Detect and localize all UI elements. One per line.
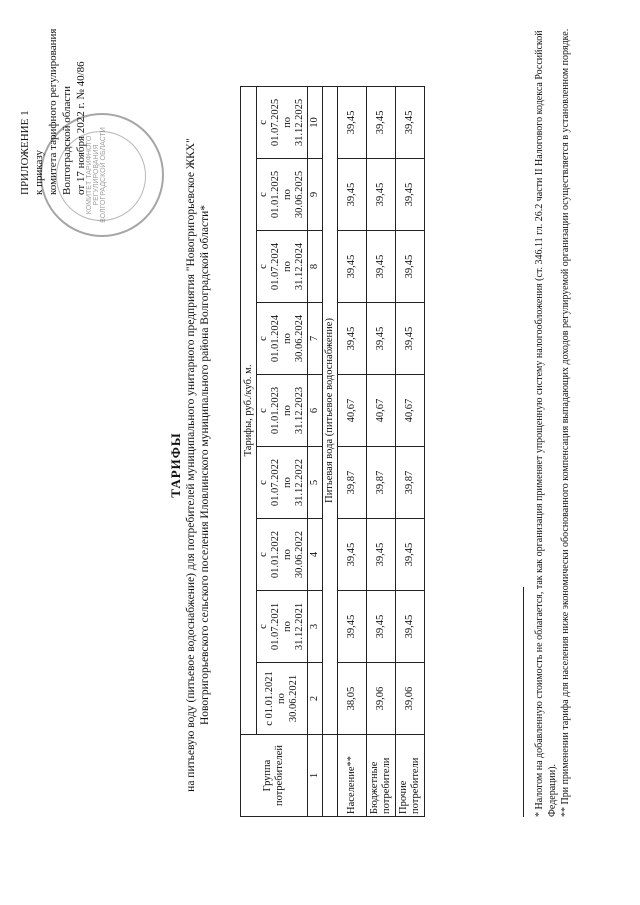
tariffs-header: Тарифы, руб./куб. м.	[241, 86, 257, 734]
period-header-line: с	[258, 552, 269, 557]
appendix-block	[18, 25, 88, 195]
title-block	[168, 75, 212, 855]
tariff-value-cell: 39,45	[367, 519, 396, 591]
table-row	[367, 86, 396, 816]
tariff-table	[240, 86, 425, 817]
title-line-2: Новогригорьевского сельского поселения Иловлинского муниципального района Волгоградской области*	[199, 205, 211, 725]
tariff-value-cell: 39,45	[338, 591, 367, 663]
appendix-title: ПРИЛОЖЕНИЕ 1	[19, 110, 31, 195]
period-header-row	[257, 86, 308, 816]
tariff-value-cell: 39,45	[396, 231, 425, 303]
period-header	[257, 159, 308, 231]
period-header-line: по	[282, 405, 293, 416]
column-number: 9	[308, 159, 323, 231]
period-header	[257, 663, 308, 735]
section-title: Питьевая вода (питьевое водоснабжение)	[323, 86, 338, 734]
table-body	[338, 86, 425, 816]
title-line-1: на питьевую воду (питьевое водоснабжение) для потребителей муниципального унитарного предприятия "Новогригорьевское ЖКХ"	[185, 138, 197, 792]
consumer-group-cell: Население**	[338, 735, 367, 817]
column-number: 10	[308, 86, 323, 158]
period-header-line: 31.12.2024	[294, 242, 305, 291]
tariff-value-cell: 39,87	[367, 447, 396, 519]
stamp-text: КОМИТЕТ ТАРИФНОГО РЕГУЛИРОВАНИЯ ВОЛГОГРАДСКОЙ ОБЛАСТИ	[86, 127, 107, 223]
tariff-value-cell: 39,45	[396, 591, 425, 663]
tariff-value-cell: 39,45	[367, 591, 396, 663]
period-header-line: с	[258, 480, 269, 485]
period-header-line: с	[258, 120, 269, 125]
period-header	[257, 519, 308, 591]
period-header-line: 01.01.2022	[270, 530, 281, 579]
tariff-value-cell: 39,45	[396, 86, 425, 158]
tariff-value-cell: 39,87	[396, 447, 425, 519]
period-header	[257, 303, 308, 375]
period-header-line: с 01.01.2021	[264, 671, 275, 726]
column-number-row	[308, 86, 323, 816]
group-header: Группа потребителей	[241, 735, 308, 817]
footnotes	[533, 17, 572, 817]
table-row	[338, 86, 367, 816]
period-header-line: 30.06.2024	[294, 314, 305, 363]
tariff-value-cell: 39,45	[367, 303, 396, 375]
tariff-value-cell: 39,45	[338, 231, 367, 303]
period-header-line: по	[282, 333, 293, 344]
period-header	[257, 591, 308, 663]
column-number: 4	[308, 519, 323, 591]
tariff-value-cell: 39,45	[338, 303, 367, 375]
period-header-line: с	[258, 408, 269, 413]
column-number: 5	[308, 447, 323, 519]
column-number: 2	[308, 663, 323, 735]
tariff-value-cell: 40,67	[396, 375, 425, 447]
period-header-line: 31.12.2025	[294, 98, 305, 147]
period-header	[257, 375, 308, 447]
tariff-value-cell: 39,45	[396, 303, 425, 375]
period-header-line: по	[282, 477, 293, 488]
tariff-value-cell: 38,05	[338, 663, 367, 735]
tariff-value-cell: 39,45	[367, 86, 396, 158]
period-header-line: 31.12.2022	[294, 458, 305, 507]
section-spacer	[323, 735, 338, 817]
period-header-line: с	[258, 336, 269, 341]
period-header-line: 30.06.2021	[288, 674, 299, 723]
appendix-line: от 17 ноября 2022 г. № 40/86	[75, 61, 87, 195]
period-header-line: 01.07.2024	[270, 242, 281, 291]
document-title: ТАРИФЫ	[168, 432, 183, 498]
footnote-2: ** При применении тарифа для населения ниже экономически обоснованного компенсация выпадающих доходов регулируемой организации осуществляется в установленном порядке.	[560, 28, 571, 817]
column-number: 3	[308, 591, 323, 663]
period-header-line: по	[282, 117, 293, 128]
column-number: 1	[308, 735, 323, 817]
tariff-value-cell: 39,45	[338, 86, 367, 158]
period-header-line: 01.07.2022	[270, 458, 281, 507]
appendix-line: Волгоградской области	[61, 86, 73, 195]
period-header-line: по	[282, 189, 293, 200]
table-row	[396, 86, 425, 816]
column-number: 7	[308, 303, 323, 375]
tariff-value-cell: 39,06	[396, 663, 425, 735]
period-header-line: 31.12.2023	[294, 386, 305, 435]
appendix-line: комитета тарифного регулирования	[47, 28, 59, 195]
period-header-line: 01.01.2023	[270, 386, 281, 435]
appendix-line: к приказу	[33, 149, 45, 195]
consumer-group-cell: Бюджетные потребители	[367, 735, 396, 817]
period-header-line: по	[282, 621, 293, 632]
period-header-line: 01.07.2021	[270, 602, 281, 651]
consumer-group-cell: Прочие потребители	[396, 735, 425, 817]
period-header-line: с	[258, 624, 269, 629]
period-header-line: с	[258, 264, 269, 269]
tariff-value-cell: 39,45	[367, 159, 396, 231]
tariff-value-cell: 39,45	[396, 159, 425, 231]
period-header-line: 01.07.2025	[270, 98, 281, 147]
period-header-line: 30.06.2022	[294, 530, 305, 579]
period-header	[257, 231, 308, 303]
period-header-line: с	[258, 192, 269, 197]
period-header-line: 01.01.2025	[270, 170, 281, 219]
tariff-value-cell: 40,67	[367, 375, 396, 447]
footnote-1: * Налогом на добавленную стоимость не облагается, так как организация применяет упрощенную систему налогообложения (ст. 346.11 гл. 26.2 части II Налогового кодекса Российской Федерации).	[534, 30, 558, 817]
tariff-value-cell: 39,87	[338, 447, 367, 519]
tariff-value-cell: 39,45	[396, 519, 425, 591]
period-header-line: 31.12.2021	[294, 602, 305, 651]
period-header	[257, 86, 308, 158]
period-header	[257, 447, 308, 519]
tariff-value-cell: 39,45	[338, 519, 367, 591]
tariff-value-cell: 39,45	[338, 159, 367, 231]
period-header-line: 30.06.2025	[294, 170, 305, 219]
period-header-line: по	[282, 261, 293, 272]
footnote-divider	[523, 587, 524, 817]
column-number: 8	[308, 231, 323, 303]
period-header-line: по	[276, 693, 287, 704]
column-number: 6	[308, 375, 323, 447]
period-header-line: по	[282, 549, 293, 560]
tariff-value-cell: 40,67	[338, 375, 367, 447]
period-header-line: 01.01.2024	[270, 314, 281, 363]
tariff-value-cell: 39,45	[367, 231, 396, 303]
tariff-value-cell: 39,06	[367, 663, 396, 735]
